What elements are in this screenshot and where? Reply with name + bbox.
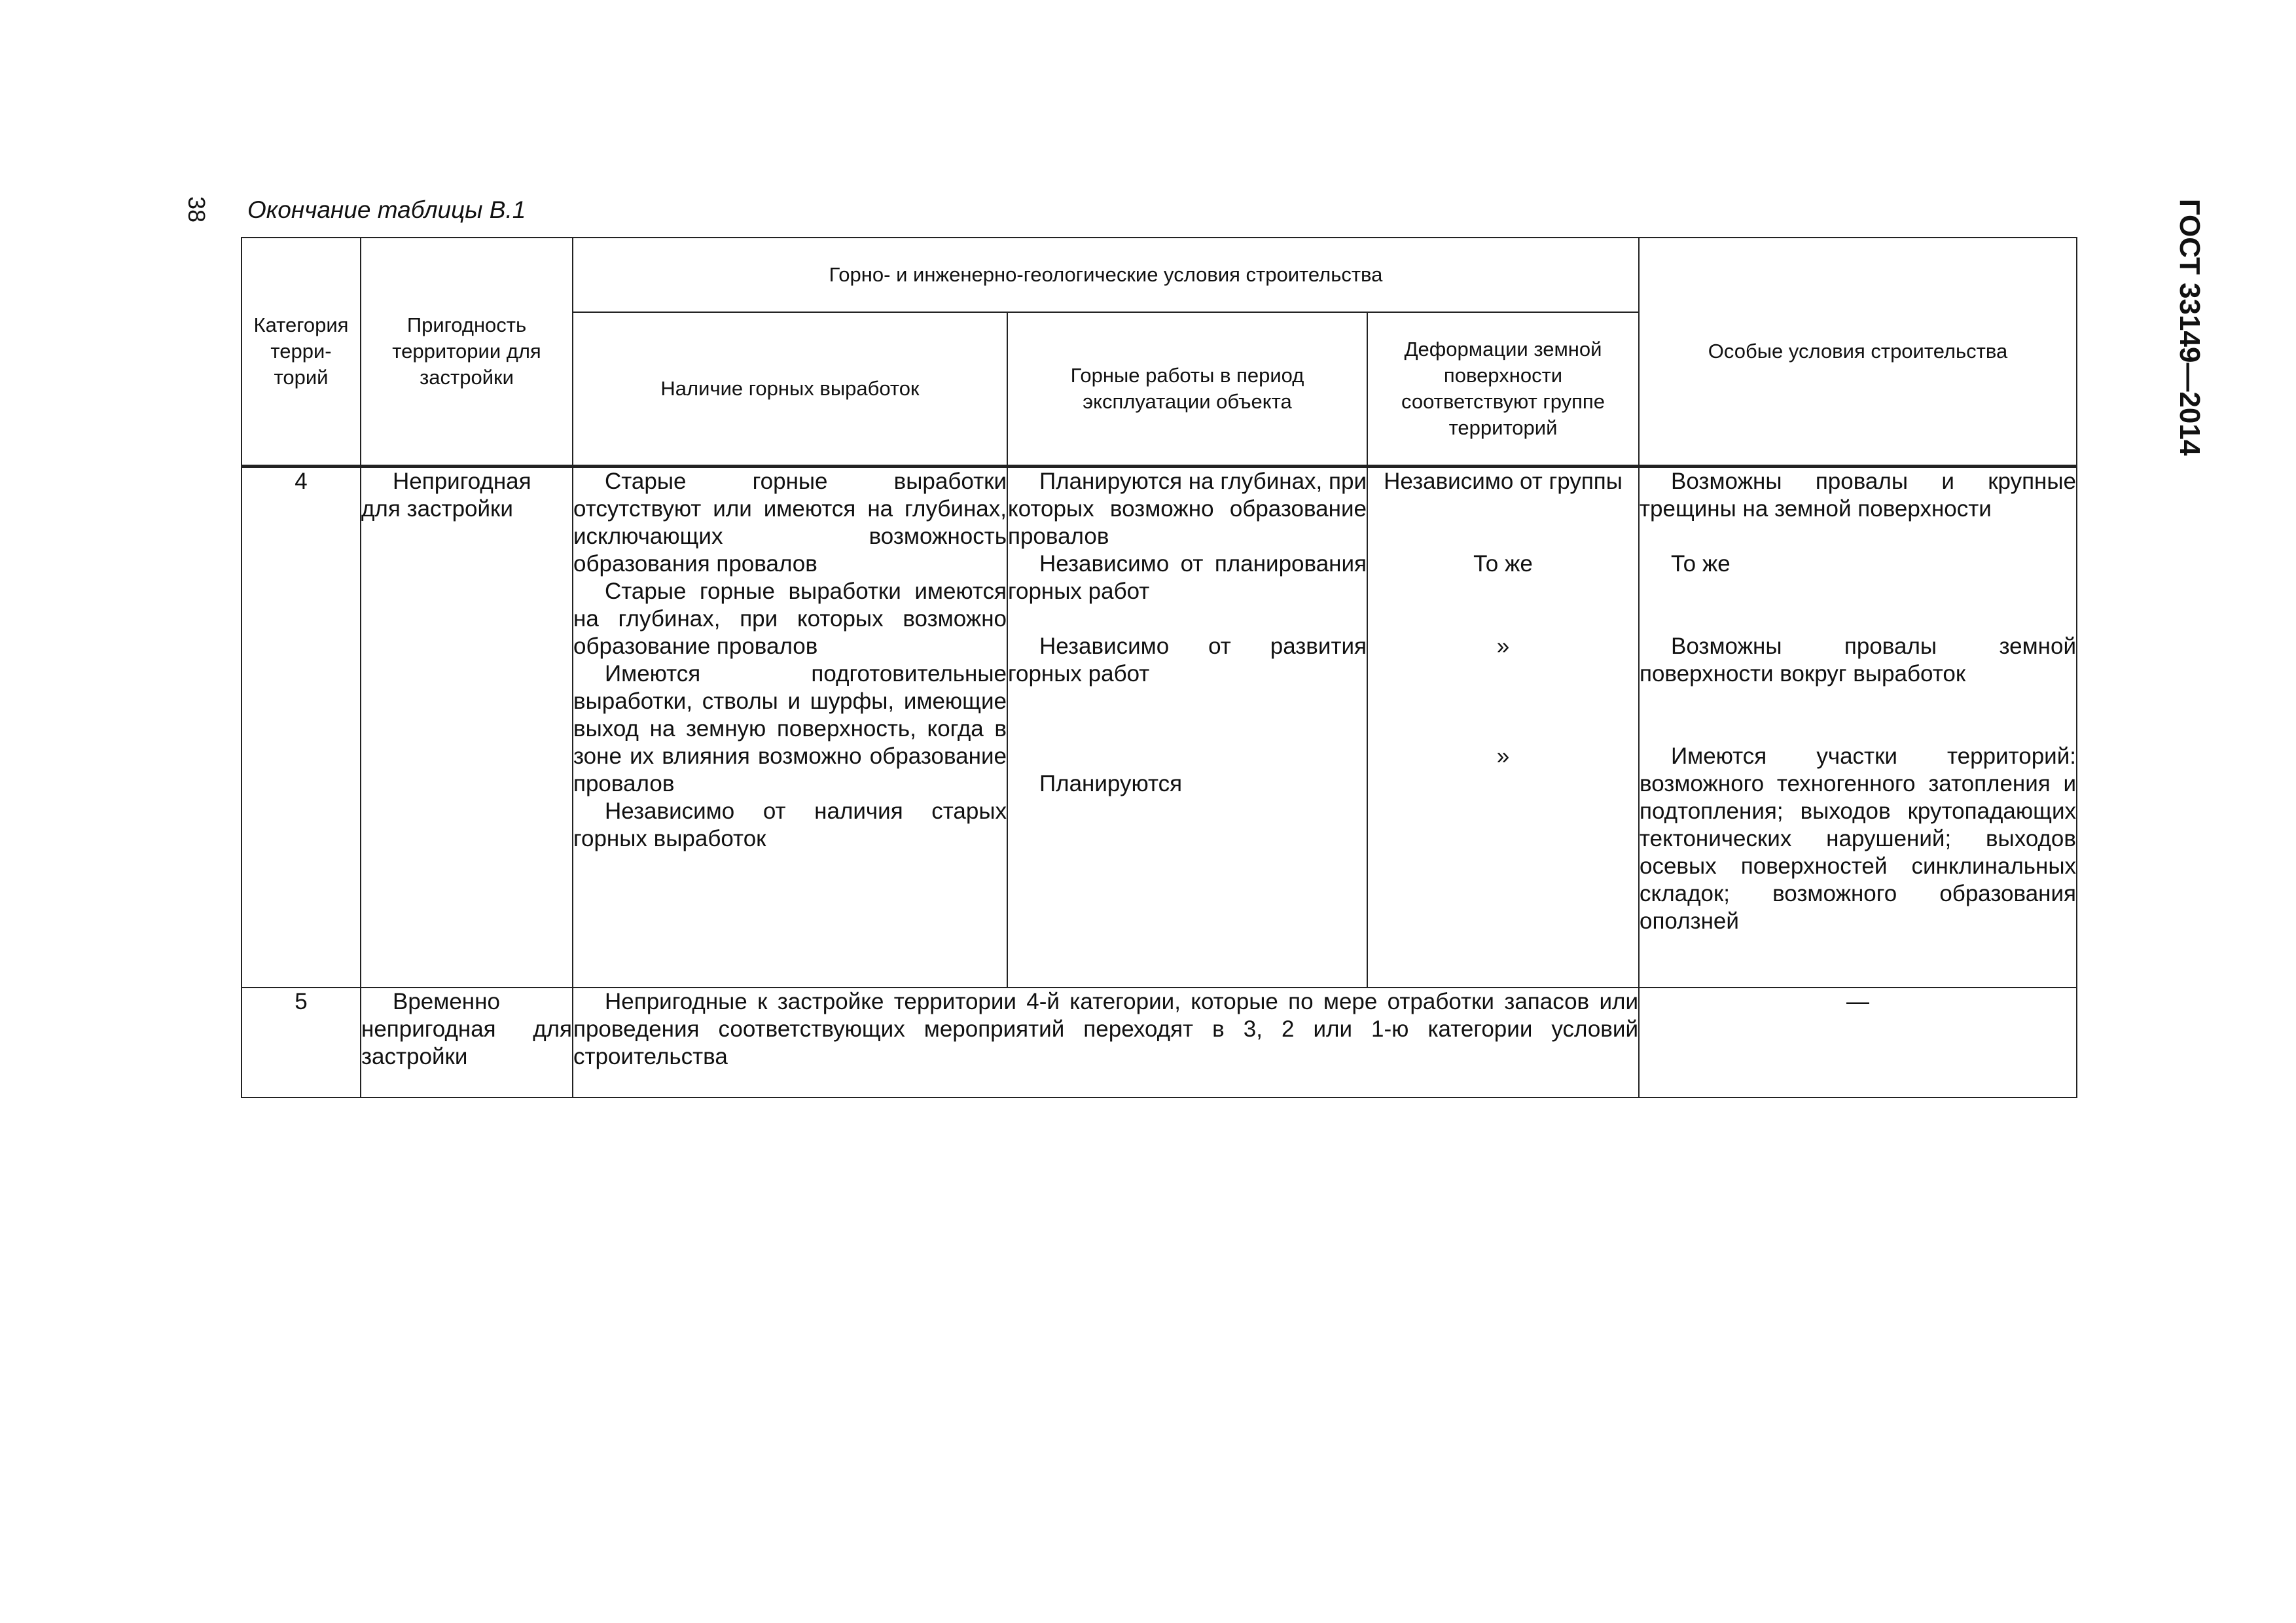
special-item: Имеются участки территорий: возможного техногенного затопления и подтопления; выходов крутопадающих тектонических нарушений; выходов осевых поверхностей синклинальных складок; возможного образования оползней: [1640, 743, 2076, 934]
row-4-special-conditions: [1639, 467, 2077, 988]
workings-item: Старые горные выработки отсутствуют или имеются на глубинах, исключающих возможность образования провалов: [573, 469, 1007, 577]
header-category: Категория терри-торий: [242, 238, 361, 467]
header-suitability: Пригодность территории для застройки: [361, 238, 573, 467]
row-4-mine-workings: [573, 467, 1007, 988]
mining-ops-item: Планируются: [1039, 771, 1183, 796]
row-4-suitability: [361, 467, 573, 988]
mining-ops-item: Независимо от развития горных работ: [1008, 633, 1367, 687]
table-row: [242, 988, 2077, 1097]
deformations-item: »: [1496, 743, 1510, 769]
deformations-item: Независимо от группы: [1384, 469, 1623, 494]
mining-ops-item: Планируются на глубинах, при которых возможно образование провалов: [1008, 469, 1367, 549]
special-item: Возможны провалы земной поверхности вокруг выработок: [1640, 633, 2076, 687]
row-4-surface-deformations: [1367, 467, 1639, 988]
standard-designation: ГОСТ 33149—2014: [2174, 198, 2206, 456]
mining-ops-item: Независимо от планирования горных работ: [1008, 551, 1367, 604]
workings-item: Независимо от наличия старых горных выработок: [573, 798, 1007, 851]
row-4-mining-operations: [1007, 467, 1367, 988]
row-5-suitability: [361, 988, 573, 1097]
page-number: 38: [183, 196, 210, 223]
row-5-conditions-text: Непригодные к застройке территории 4-й категории, которые по мере отработки запасов или проведения соответствующих мероприятий переходят в 3, 2 или 1-ю категории условий строительства: [573, 988, 1638, 1069]
row-5-suitability-text: Временно непригодная для застройки: [361, 988, 572, 1069]
row-4-category: 4: [242, 467, 361, 988]
table-b1: [241, 237, 2077, 1098]
deformations-item: »: [1496, 633, 1510, 659]
workings-item: Старые горные выработки имеются на глубинах, при которых возможно образование провалов: [573, 579, 1007, 659]
row-5-conditions: [573, 988, 1639, 1097]
table-row: [242, 467, 2077, 988]
header-surface-deformations: Деформации земной поверхности соответствуют группе территорий: [1367, 312, 1639, 467]
header-mining-operations: Горные работы в период эксплуатации объекта: [1007, 312, 1367, 467]
deformations-item: То же: [1473, 551, 1533, 577]
row-5-category: 5: [242, 988, 361, 1097]
table-caption: Окончание таблицы В.1: [247, 196, 526, 223]
workings-item: Имеются подготовительные выработки, стволы и шурфы, имеющие выход на земную поверхность, когда в зоне их влияния возможно образование провалов: [573, 661, 1007, 796]
row-4-suitability-text: Непригодная для застройки: [361, 469, 531, 522]
special-item: То же: [1671, 551, 1731, 577]
header-geological-conditions: Горно- и инженерно-геологические условия строительства: [573, 238, 1639, 312]
header-mine-workings: Наличие горных выработок: [573, 312, 1007, 467]
special-item: Возможны провалы и крупные трещины на земной поверхности: [1640, 469, 2076, 522]
header-special-conditions: Особые условия строительства: [1639, 238, 2077, 467]
row-5-special-conditions: —: [1639, 988, 2077, 1097]
